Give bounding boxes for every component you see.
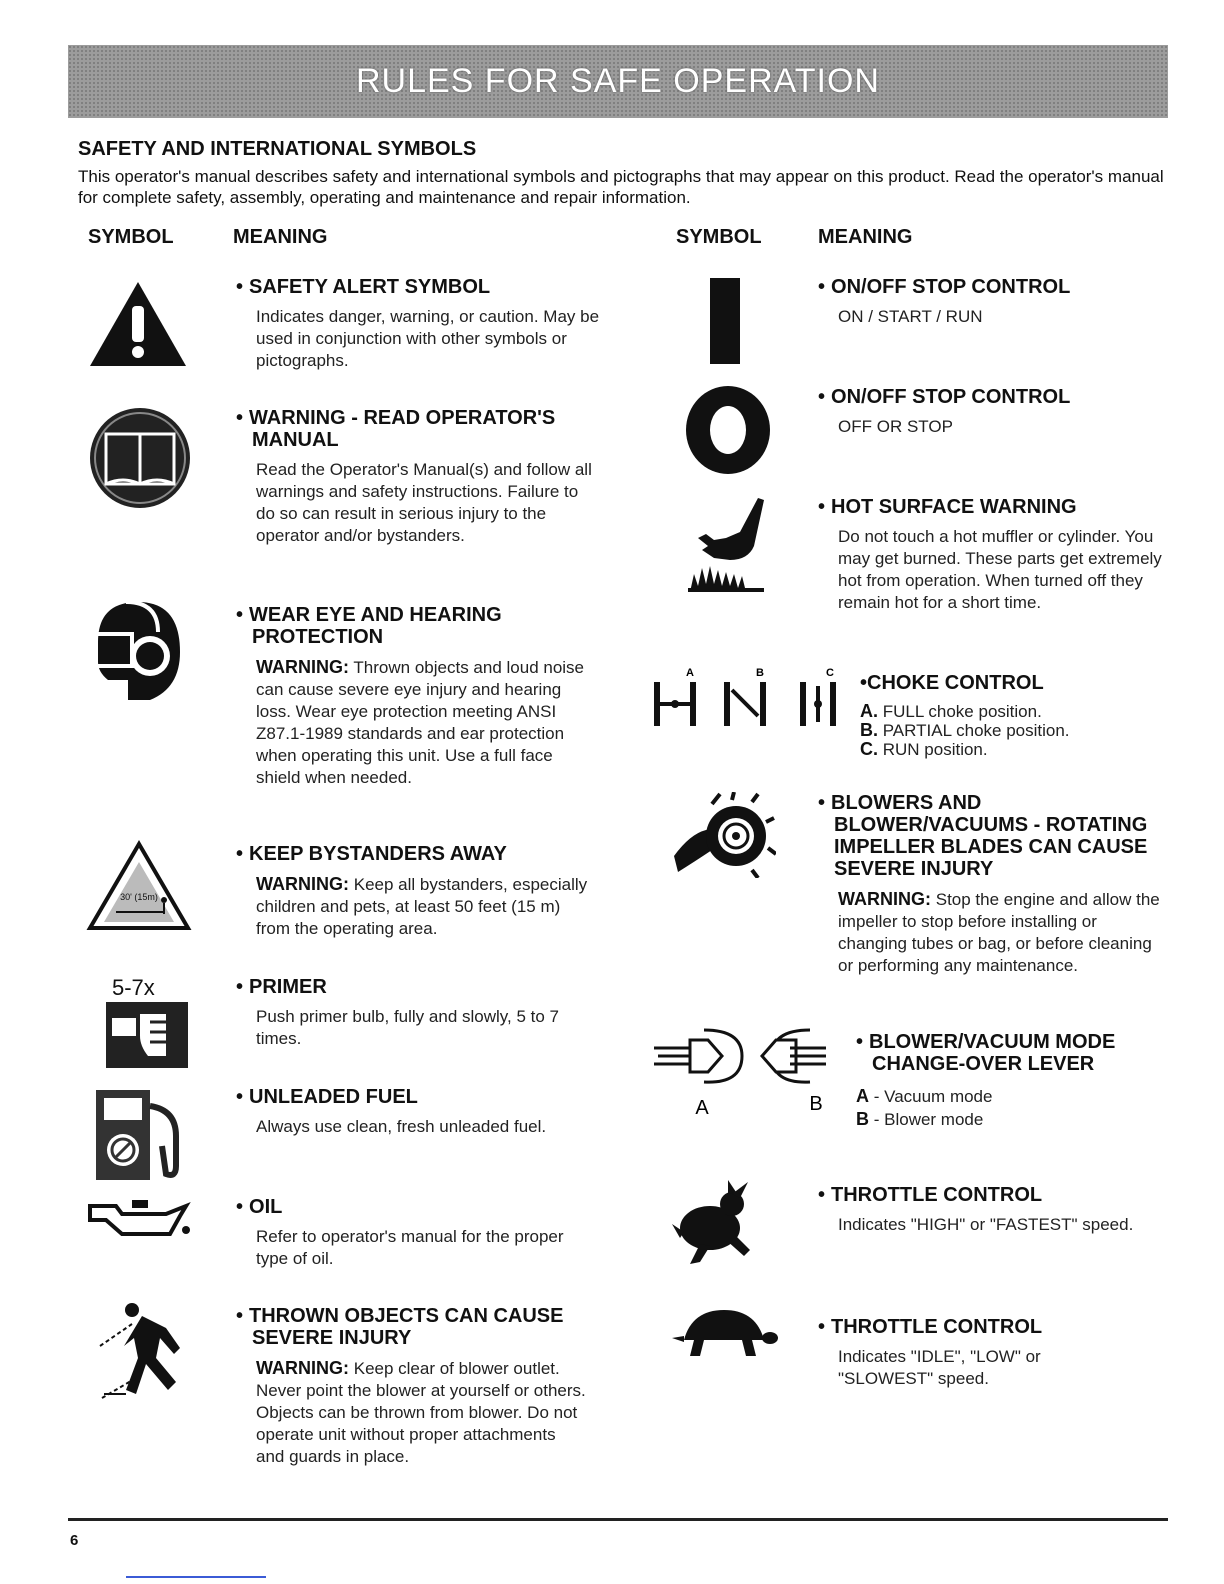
warning-label: WARNING: [256,657,349,677]
item-unleaded-fuel: • UNLEADED FUEL Always use clean, fresh unleaded fuel. [236,1086,616,1138]
item-oil: • OIL Refer to operator's manual for the proper type of oil. [236,1196,596,1270]
item-bystanders: • KEEP BYSTANDERS AWAY WARNING: Keep all bystanders, especially children and pets, at least 50 feet (15 m) from the operating area. [236,843,588,938]
page-banner [68,45,1168,118]
item-title: •CHOKE CONTROL [860,672,1044,694]
rabbit-icon [670,1178,762,1266]
warning-label: WARNING: [256,1358,349,1378]
item-primer: • PRIMER Push primer bulb, fully and slowly, 5 to 7 times. [236,976,596,1050]
item-hot-surface: • HOT SURFACE WARNING Do not touch a hot muffler or cylinder. You may get burned. These parts get extremely hot from operation. When turned off they remain hot for a short time. [818,496,1168,614]
item-text: Always use clean, fresh unleaded fuel. [256,1117,547,1136]
thrown-objects-icon [96,1298,196,1408]
mode-label-b: B [809,1093,823,1115]
right-meaning-header: MEANING [818,226,913,248]
item-off-control: • ON/OFF STOP CONTROL OFF OR STOP [818,386,1168,438]
item-text: Thrown objects and loud noise can cause severe eye injury and hearing loss. Wear eye protection meeting ANSI Z87.1-1989 standards and ear protection when operating this unit. Use a full face shield when needed. [256,658,585,787]
item-title: BLOWER/VACUUM MODE CHANGE-OVER LEVER [869,1031,1116,1075]
manual-icon [88,406,192,510]
impeller-icon [672,792,776,878]
choke-text-c: RUN position. [882,740,988,759]
choke-label-c: C [826,667,834,679]
off-icon [684,384,772,476]
eye-ear-protection-icon [88,592,188,704]
left-meaning-header: MEANING [233,226,328,248]
item-text: Indicates danger, warning, or caution. May be used in conjunction with other symbols or pictographs. [256,307,600,370]
choke-text-a: FULL choke position. [882,702,1042,721]
right-symbol-header: SYMBOL [676,226,762,248]
primer-count-label: 5-7x [112,975,155,1000]
mode-text-a: - Vacuum mode [873,1087,993,1106]
item-text: Do not touch a hot muffler or cylinder. You may get burned. These parts get extremely hot from operation. When turned off they remain hot for a short time. [838,527,1162,612]
item-safety-alert: • SAFETY ALERT SYMBOL Indicates danger, warning, or caution. May be used in conjunction with other symbols or pictographs. [236,276,616,372]
item-title: HOT SURFACE WARNING [831,496,1077,518]
item-title: ON/OFF STOP CONTROL [831,386,1071,408]
fuel-pump-icon [92,1086,186,1182]
choke-key-b: B. [860,720,878,740]
mode-text-b: - Blower mode [873,1110,984,1129]
oil-can-icon [86,1196,194,1238]
banner-title: RULES FOR SAFE OPERATION [355,62,880,100]
item-text: Read the Operator's Manual(s) and follow all warnings and safety instructions. Failure to do so can result in serious injury to the operator and/or bystanders. [256,460,592,545]
item-title: THROWN OBJECTS CAN CAUSE SEVERE INJURY [249,1305,564,1349]
item-eye-hearing: • WEAR EYE AND HEARING PROTECTION WARNING: Thrown objects and loud noise can cause severe eye injury and hearing loss. Wear eye protection meeting ANSI Z87.1-1989 standards and ear protection when operating this unit. Use a full face shield when needed. [236,604,585,787]
mode-key-b: B [856,1109,869,1129]
choke-key-c: C. [860,739,878,759]
choke-key-a: A. [860,701,878,721]
item-throttle-slow: • THROTTLE CONTROL Indicates "IDLE", "LOW" or "SLOWEST" speed. [818,1316,1138,1390]
choke-control-icons [652,662,862,732]
item-title: SAFETY ALERT SYMBOL [249,276,491,298]
item-throttle-fast: • THROTTLE CONTROL Indicates "HIGH" or "FASTEST" speed. [818,1184,1138,1236]
section-intro: This operator's manual describes safety and international symbols and pictographs that may appear on this product. Read the operator's manual for complete safety, assembly, operating and maintenance and repair information. [78,167,1164,207]
svg-text:30' (15m): 30' (15m) [120,892,158,902]
item-title: ON/OFF STOP CONTROL [831,276,1071,298]
item-text: Indicates "IDLE", "LOW" or "SLOWEST" speed. [838,1347,1041,1388]
mode-key-a: A [856,1086,869,1106]
page-number: 6 [70,1532,79,1549]
choke-text-b: PARTIAL choke position. [882,721,1070,740]
item-text: Keep all bystanders, especially children and pets, at least 50 feet (15 m) from the operating area. [256,875,588,938]
mode-label-a: A [695,1097,709,1119]
choke-label-a: A [686,667,694,679]
item-text: OFF OR STOP [838,417,953,436]
item-text: Push primer bulb, fully and slowly, 5 to 7 times. [256,1007,559,1048]
item-impeller: • BLOWERS AND BLOWER/VACUUMS - ROTATING IMPELLER BLADES CAN CAUSE SEVERE INJURY WARNING: Stop the engine and allow the impeller to stop before installing or changing tubes or bag, or before cleaning or performing any maintenance. [818,792,1160,975]
item-text: Indicates "HIGH" or "FASTEST" speed. [838,1215,1134,1234]
warning-label: WARNING: [838,889,931,909]
hot-surface-icon [684,494,768,594]
item-title: WEAR EYE AND HEARING PROTECTION [249,604,502,648]
item-read-manual: • WARNING - READ OPERATOR'S MANUAL Read the Operator's Manual(s) and follow all warnings and safety instructions. Failure to do so can result in serious injury to the operator and/or bystanders. [236,407,596,547]
item-title: THROTTLE CONTROL [831,1184,1043,1206]
bottom-link-underline [126,1576,266,1578]
section-title: SAFETY AND INTERNATIONAL SYMBOLS [78,138,477,160]
item-choke-control [860,672,1160,759]
item-on-control: • ON/OFF STOP CONTROL ON / START / RUN [818,276,1168,328]
turtle-icon [668,1306,778,1360]
mode-lever-icons [650,1026,860,1122]
item-title: UNLEADED FUEL [249,1086,418,1108]
item-text: Stop the engine and allow the impeller to stop before installing or changing tubes or bag, or before cleaning or performing any maintenance. [838,890,1160,975]
item-text: Keep clear of blower outlet. Never point the blower at yourself or others. Objects can be thrown from blower. Do not operate unit without proper attachments and guards in place. [256,1359,586,1466]
item-title: WARNING - READ OPERATOR'S MANUAL [249,407,556,451]
bystanders-icon [86,840,192,932]
choke-label-b: B [756,667,764,679]
warning-label: WARNING: [256,874,349,894]
item-thrown-objects: • THROWN OBJECTS CAN CAUSE SEVERE INJURY WARNING: Keep clear of blower outlet. Never point the blower at yourself or others. Objects can be thrown from blower. Do not operate unit without proper attachments and guards in place. [236,1305,586,1466]
item-title: OIL [249,1196,283,1218]
primer-icon [104,1000,190,1070]
item-title: KEEP BYSTANDERS AWAY [249,843,507,865]
item-text: ON / START / RUN [838,307,983,326]
on-icon [710,278,740,364]
left-symbol-header: SYMBOL [88,226,174,248]
item-title: BLOWERS AND BLOWER/VACUUMS - ROTATING IMPELLER BLADES CAN CAUSE SEVERE INJURY [831,792,1148,880]
safety-alert-icon [88,278,188,370]
item-title: PRIMER [249,976,327,998]
item-mode-lever: • BLOWER/VACUUM MODE CHANGE-OVER LEVER A - Vacuum mode B - Blower mode [856,1031,1116,1129]
footer-divider [68,1518,1168,1521]
item-text: Refer to operator's manual for the proper type of oil. [256,1227,564,1268]
item-title: THROTTLE CONTROL [831,1316,1043,1338]
